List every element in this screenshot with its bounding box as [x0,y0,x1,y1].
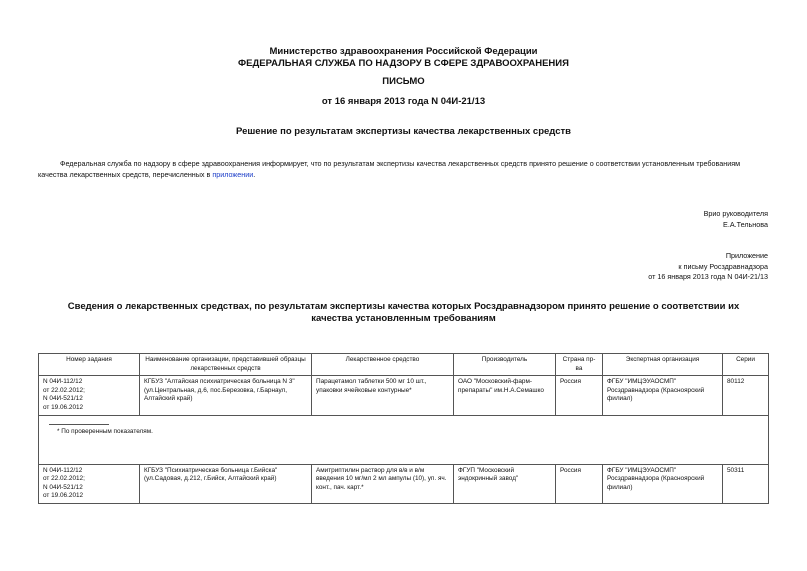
cell-organization: КГБУЗ "Алтайская психиатрическая больница N 3" (ул.Центральная, д.6, пос.Березовка, г.Барнаул, Алтайский край) [140,376,312,415]
task-number-line: N 04И-112/12 [43,378,83,386]
medicines-table [38,353,769,504]
task-number-line: N 04И-521/12 [43,483,83,491]
task-number-line: N 04И-521/12 [43,395,83,403]
cell-number [39,464,140,503]
header-expert: Экспертная организация [603,354,723,376]
cell-manufacturer: ОАО "Московский-фарм-препараты" им.Н.А.Семашко [454,376,556,415]
table-header-row [39,354,769,376]
document-date: от 16 января 2013 года N 04И-21/13 [321,96,486,107]
cell-manufacturer: ФГУП "Московский эндокринный завод" [454,464,556,503]
cell-drug: Амитриптилин раствор для в/в и в/м введения 10 мг/мл 2 мл ампулы (10), уп. яч. конт., пач. карт.* [312,464,454,503]
footnote-row [39,415,769,464]
cell-organization: КГБУЗ "Психиатрическая больница г.Бийска" (ул.Садовая, д.212, г.Бийск, Алтайский край) [140,464,312,503]
header-series: Серии [723,354,769,376]
cell-series: 50311 [723,464,769,503]
cell-series: 80112 [723,376,769,415]
header-manufacturer: Производитель [454,354,556,376]
cell-number [39,376,140,415]
task-number-line: от 22.02.2012; [43,386,85,394]
table-title: Сведения о лекарственных средствах, по результатам экспертизы качества которых Росздравнадзором принято решение о соответствии их качества установленным требованиям [67,301,740,324]
footnote-cell [39,415,769,464]
document-type: ПИСЬМО [382,76,425,87]
paragraph-text: Федеральная служба по надзору в сфере здравоохранения информирует, что по результатам экспертизы качества лекарственных средств принято решение о соответствии установленным требованиям качества лекарственных средств, перечисленных в [38,159,741,179]
cell-expert: ФГБУ "ИМЦЭУАОСМП" Росздравнадзора (Красноярский филиал) [603,464,723,503]
task-number-line: от 19.06.2012 [43,403,84,411]
signature-role: Врио руководителя [703,209,768,218]
table-row [39,464,769,503]
signature-block [704,209,768,230]
header-organization: Наименование организации, представившей образцы лекарственных средств [140,354,312,376]
paragraph-end: . [253,170,256,179]
task-number-line: N 04И-112/12 [43,466,83,474]
header-drug: Лекарственное средство [312,354,454,376]
task-number-line: от 19.06.2012 [43,492,84,500]
signature-name: Е.А.Тельнова [723,219,768,229]
body-paragraph [38,158,768,180]
appendix-link[interactable]: приложении [212,170,254,179]
appendix-reference [648,251,768,283]
cell-country: Россия [556,376,603,415]
footnote-divider [49,424,109,425]
ministry-title: Министерство здравоохранения Российской Федерации [269,46,538,57]
appendix-line-2: к письму Росздравнадзора [678,261,768,271]
cell-country: Россия [556,464,603,503]
appendix-line-3: от 16 января 2013 года N 04И-21/13 [648,272,768,281]
header-number: Номер задания [39,354,140,376]
table-row [39,376,769,415]
cell-drug: Парацетамол таблетки 500 мг 10 шт., упаковки ячейковые контурные* [312,376,454,415]
cell-expert: ФГБУ "ИМЦЭУАОСМП" Росздравнадзора (Красноярский филиал) [603,376,723,415]
document-subject: Решение по результатам экспертизы качества лекарственных средств [236,126,571,137]
service-title: ФЕДЕРАЛЬНАЯ СЛУЖБА ПО НАДЗОРУ В СФЕРЕ ЗДРАВООХРАНЕНИЯ [238,58,569,69]
appendix-line-1: Приложение [725,251,768,260]
header-country: Страна пр-ва [556,354,603,376]
task-number-line: от 22.02.2012; [43,475,85,483]
footnote-text: * По проверенным показателям. [57,427,153,435]
